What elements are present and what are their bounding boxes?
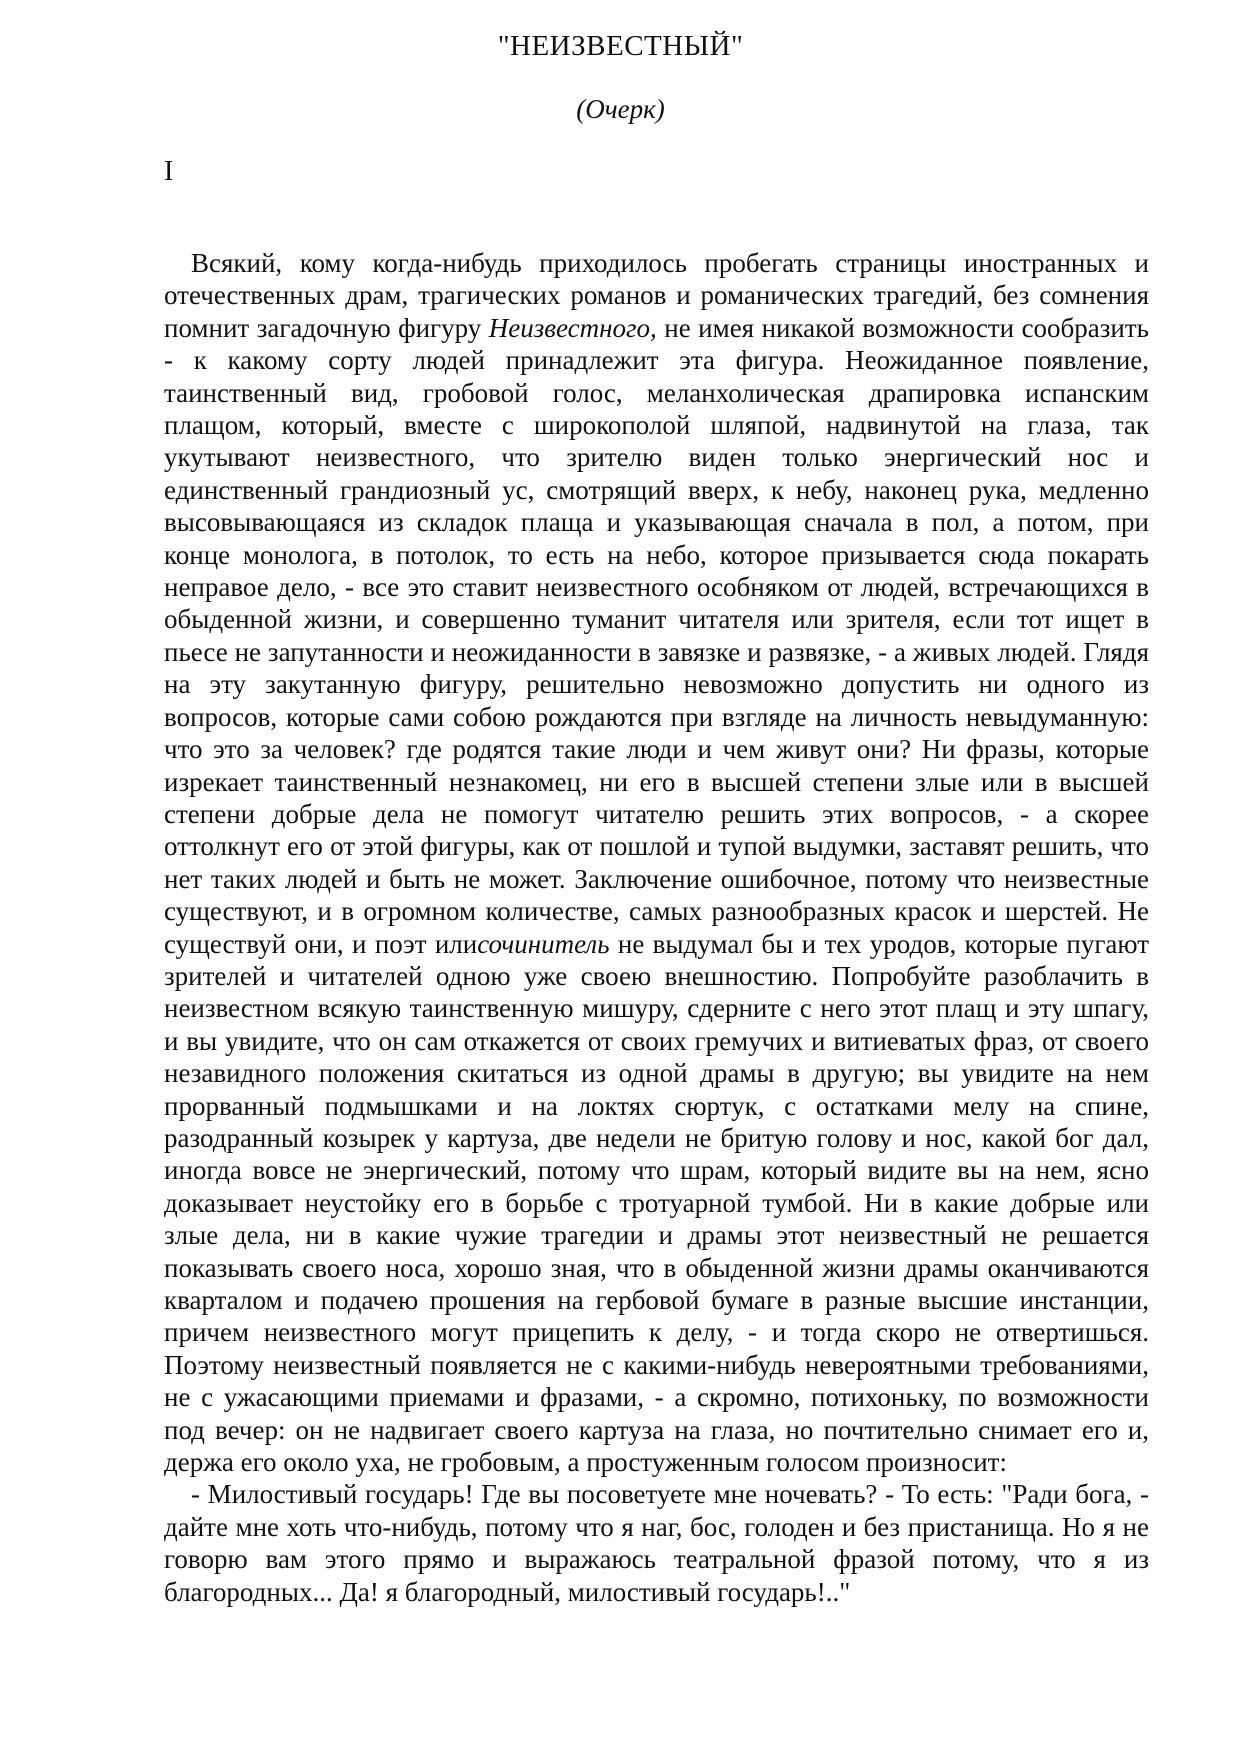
paragraph-2: - Милостивый государь! Где вы посоветуете мне ночевать? - То есть: "Ради бога, - дайте мне хоть что-нибудь, потому что я наг, бос, голоден и без пристанища. Но я не говорю вам этого прямо и выражаюсь театральной фразой потому, что я из благородных... Да! я благородный, милостивый государь!.." [164, 1479, 1149, 1607]
document-subtitle: (Очерк) [576, 94, 665, 124]
body-text [164, 247, 1149, 1608]
chapter-number: I [164, 156, 174, 187]
emphasis-writer: сочинитель [477, 928, 610, 959]
paragraph-1 [164, 247, 1149, 1478]
emphasis-unknown: Неизвестного, [488, 312, 657, 343]
paragraph-1-part-3: не выдумал бы и тех уродов, которые пугают зрителей и читателей одною уже своею внешностию. Попробуйте разоблачить в неизвестном всякую таинственную мишуру, сдерните с него этот плащ и эту шпагу, и вы увидите, что он сам откажется от своих гремучих и витиеватых фраз, от своего незавидного положения скитаться из одной драмы в другую; вы увидите на нем прорванный подмышками и на локтях сюртук, с остатками мелу на спине, разодранный козырек у картуза, две недели не бритую голову и нос, какой бог дал, иногда вовсе не энергический, потому что шрам, который видите вы на нем, ясно доказывает неустойку его в борьбе с тротуарной тумбой. Ни в какие добрые или злые дела, ни в какие чужие трагедии и драмы этот неизвестный не решается показывать своего носа, хорошо зная, что в обыденной жизни драмы оканчиваются кварталом и подачею прошения на гербовой бумаге в разные высшие инстанции, причем неизвестного могут прицепить к делу, - и тогда скоро не отвертишься. Поэтому неизвестный появляется не с какими-нибудь невероятными требованиями, не с ужасающими приемами и фразами, - а скромно, потихоньку, по возможности под вечер: он не надвигает своего картуза на глаза, но почтительно снимает его и, держа его около уха, не гробовым, а простуженным голосом произносит: [164, 928, 1149, 1478]
paragraph-1-part-1: Всякий, кому когда-нибудь приходилось пробегать страницы иностранных и отечественных драм, трагических романов и романических трагедий, без сомнения помнит загадочную фигуру [164, 248, 1149, 343]
document-title: "НЕИЗВЕСТНЫЙ" [497, 30, 744, 62]
paragraph-1-part-2: не имея никакой возможности сообразить - к какому сорту людей принадлежит эта фигура. Неожиданное появление, таинственный вид, гробовой голос, меланхолическая драпировка испанским плащом, который, вместе с широкополой шляпой, надвинутой на глаза, так укутывают неизвестного, что зрителю виден только энергический нос и единственный грандиозный ус, смотрящий вверх, к небу, наконец рука, медленно высовывающаяся из складок плаща и указывающая сначала в пол, а потом, при конце монолога, в потолок, то есть на небо, которое призывается сюда покарать неправое дело, - все это ставит неизвестного особняком от людей, встречающихся в обыденной жизни, и совершенно туманит читателя или зрителя, если тот ищет в пьесе не запутанности и неожиданности в завязке и развязке, - а живых людей. Глядя на эту закутанную фигуру, решительно невозможно допустить ни одного из вопросов, которые сами собою рождаются при взгляде на личность невыдуманную: что это за человек? где родятся такие люди и чем живут они? Ни фразы, которые изрекает таинственный незнакомец, ни его в высшей степени злые или в высшей степени добрые дела не помогут читателю решить этих вопросов, - а скорее оттолкнут его от этой фигуры, как от пошлой и тупой выдумки, заставят решить, что нет таких людей и быть не может. Заключение ошибочное, потому что неизвестные существуют, и в огромном количестве, самых разнообразных красок и шерстей. Не существуй они, и поэт или [164, 312, 1149, 959]
